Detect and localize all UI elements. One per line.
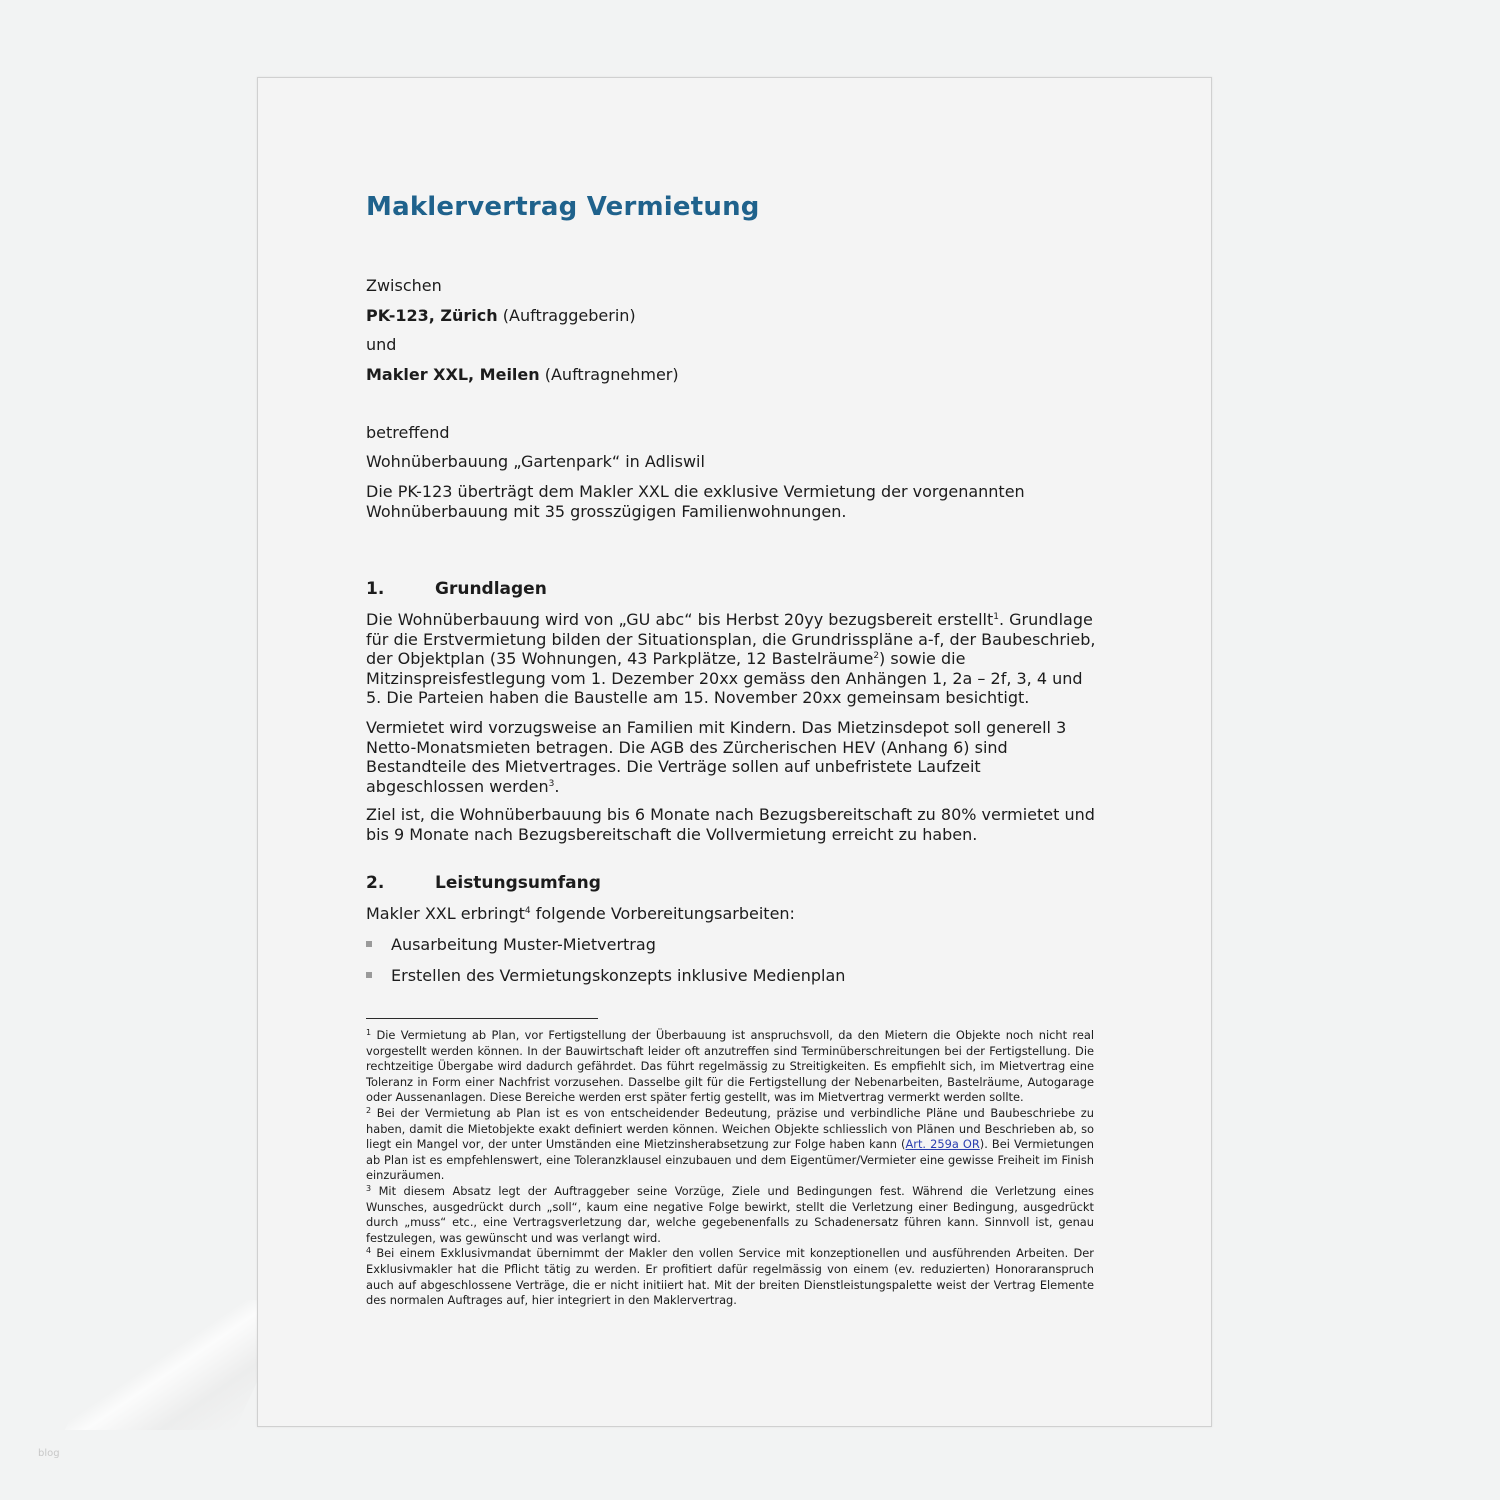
subject-description-text: Die PK-123 überträgt dem Makler XXL die exklusive Vermietung der vorgenannten Wohnüberbauung mit 35 grosszügigen Familienwohnungen. (366, 482, 1025, 521)
section-2-intro-text-a: Makler XXL erbringt (366, 904, 525, 923)
section-2-title: Leistungsumfang (435, 873, 601, 893)
footnote-4-mark: 4 (366, 1246, 372, 1256)
party-2-role: (Auftragnehmer) (539, 365, 679, 384)
party-2-name: Makler XXL, Meilen (366, 365, 540, 384)
footnote-4-text: Bei einem Exklusivmandat übernimmt der Makler den vollen Service mit konzeptionellen und ausführenden Arbeiten. Der Exklusivmakler hat die Pflicht tätig zu werden. Er profitiert dafür regelmässig von einem (ev. reduzierten) Honoraranspruch auch auf abgeschlossene Verträge, die er nicht initiiert hat. Mit der breiten Dienstleistungspalette weist der Vertrag Elemente des normalen Auftrages auf, hier integriert in den Maklervertrag. (366, 1246, 1094, 1308)
section-1-p1-text-b: . Grundlage für die Erstvermietung bilden der Situationsplan, die Grundrisspläne a-f, der Baubeschrieb, der Objektplan (35 Wohnungen, 43 Parkplätze, 12 Bastelräume (366, 610, 1096, 669)
section-1-p3-text: Ziel ist, die Wohnüberbauung bis 6 Monate nach Bezugsbereitschaft zu 80% vermietet und bis 9 Monate nach Bezugsbereitschaft die Vollvermietung erreicht zu haben. (366, 805, 1095, 844)
list-item-text: Erstellen des Vermietungskonzepts inklusive Medienplan (391, 966, 846, 985)
footnote-1-mark: 1 (366, 1028, 372, 1037)
section-2-number: 2. (366, 873, 385, 893)
footnote-3 (366, 1184, 1094, 1246)
footnote-1 (366, 1028, 1094, 1106)
bullet-square-icon (366, 972, 372, 978)
footnote-ref-1: 1 (993, 612, 999, 622)
footnote-4 (366, 1246, 1094, 1308)
list-item (366, 935, 656, 954)
document-page (257, 77, 1212, 1427)
section-1-number: 1. (366, 579, 385, 599)
parties-connector: und (366, 335, 397, 354)
section-1-title: Grundlagen (435, 579, 547, 599)
law-article-link[interactable]: Art. 259a OR (905, 1137, 980, 1152)
parties-intro: Zwischen (366, 276, 442, 295)
section-1-paragraph-1 (366, 610, 1096, 708)
section-1-paragraph-3 (366, 805, 1096, 844)
subject-description (366, 482, 1096, 521)
bullet-square-icon (366, 941, 372, 947)
list-item-text: Ausarbeitung Muster-Mietvertrag (391, 935, 656, 954)
party-1 (366, 306, 636, 326)
section-1-heading (366, 579, 547, 599)
subject-label: betreffend (366, 423, 450, 442)
section-2-heading (366, 873, 601, 893)
footnote-2-mark: 2 (366, 1105, 372, 1115)
footnote-2-text-a: Bei der Vermietung ab Plan ist es von entscheidender Bedeutung, präzise und verbindliche Pläne und Baubeschriebe zu haben, damit die Mietobjekte exakt definiert werden können. Weichen Objekte schliesslich von Plänen und Beschrieben ab, so liegt ein Mangel vor, der unter Umständen eine Mietzinsherabsetzung zur Folge haben kann ( (366, 1105, 1094, 1152)
section-2-intro-text-b: folgende Vorbereitungsarbeiten: (530, 904, 795, 923)
section-1-p2-text-a: Vermietet wird vorzugsweise an Familien mit Kindern. Das Mietzinsdepot soll generell 3 Netto-Monatsmieten betragen. Die AGB des Zürcherischen HEV (Anhang 6) sind Bestandteile des Mietvertrages. Die Verträge sollen auf unbefristete Laufzeit abgeschlossen werden (366, 718, 1067, 796)
section-1-paragraph-2 (366, 718, 1096, 796)
section-1-p2-text-b: . (554, 776, 560, 796)
party-1-role: (Auftraggeberin) (497, 306, 636, 325)
party-1-name: PK-123, Zürich (366, 306, 498, 325)
footnote-separator (366, 1018, 598, 1019)
watermark: blog (38, 1448, 60, 1459)
footnote-ref-2: 2 (873, 651, 880, 662)
party-2 (366, 365, 679, 385)
document-title: Maklervertrag Vermietung (366, 192, 760, 222)
subject-object: Wohnüberbauung „Gartenpark“ in Adliswil (366, 452, 705, 471)
footnote-2 (366, 1106, 1094, 1184)
footnote-ref-4: 4 (524, 906, 531, 916)
footnote-3-mark: 3 (366, 1183, 372, 1193)
footnote-ref-3: 3 (548, 778, 555, 789)
section-2-intro (366, 904, 795, 924)
footnote-1-text: Die Vermietung ab Plan, vor Fertigstellung der Überbauung ist anspruchsvoll, da den Mietern die Objekte noch nicht real vorgestellt werden können. In der Bauwirtschaft leider oft anzutreffen sind Terminüberschreitungen bei der Fertigstellung. Die rechtzeitige Übergabe wird dadurch gefährdet. Das führt regelmässig zu Streitigkeiten. Es empfiehlt sich, im Mietvertrag eine Toleranz in Form einer Nachfrist vorzusehen. Dasselbe gilt für die Fertigstellung der Nebenarbeiten, Bastelräume, Autogarage oder Aussenanlagen. Diese Bereiche werden erst später fertig gestellt, was im Mietvertrag vermerkt werden sollte. (366, 1028, 1094, 1105)
footnote-2-text-b: ). Bei Vermietungen ab Plan ist es empfehlenswert, eine Toleranzklausel einzubauen und dem Eigentümer/Vermieter eine gewisse Freiheit im Finish einzuräumen. (366, 1137, 1095, 1183)
section-1-p1-text-a: Die Wohnüberbauung wird von „GU abc“ bis Herbst 20yy bezugsbereit erstellt (366, 610, 994, 629)
section-1-p1-text-c: ) sowie die Mitzinspreisfestlegung vom 1. Dezember 20xx gemäss den Anhängen 1, 2a – 2f, 3, 4 und 5. Die Parteien haben die Baustelle am 15. November 20xx gemeinsam besichtigt. (366, 649, 1083, 708)
footnote-3-text: Mit diesem Absatz legt der Auftraggeber seine Vorzüge, Ziele und Bedingungen fest. Während die Verletzung eines Wunsches, ausgedrückt durch „soll“, kaum eine negative Folge bewirkt, stellt die Verletzung einer Bedingung, ausgedrückt durch „muss“ etc., eine Vertragsverletzung dar, welche gegebenenfalls zu Schadenersatz führen kann. Sinnvoll ist, genau festzulegen, was gewünscht und was verlangt wird. (366, 1183, 1094, 1245)
footnotes (366, 1028, 1094, 1309)
list-item (366, 966, 845, 985)
